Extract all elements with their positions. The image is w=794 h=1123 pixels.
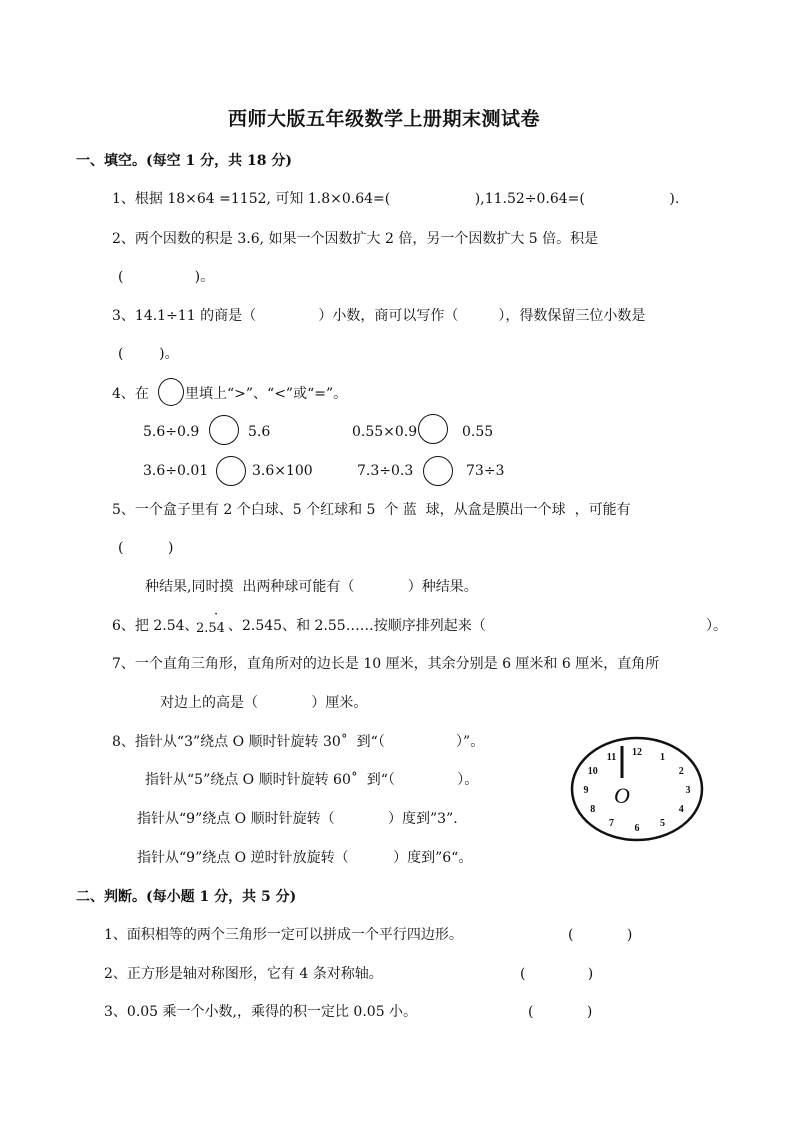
clock-number-2: 2 [678,766,684,777]
judge-item-1: 1、面积相等的两个三角形一定可以拼成一个平行四边形。 [104,927,463,943]
clock-number-3: 3 [685,785,691,796]
page-title: 西师大版五年级数学上册期末测试卷 [228,108,541,130]
clock-number-5: 5 [660,817,665,829]
compare-circle-2[interactable] [418,414,448,444]
question-7-line2: 对边上的高是（ ）厘米。 [160,695,368,711]
compare-circle-example [158,378,184,406]
question-1: 1、根据 18×64 =1152, 可知 1.8×0.64=( ),11.52÷0.64=( ). [112,191,680,207]
clock-number-11: 11 [606,752,617,764]
question-2-line1: 2、两个因数的积是 3.6, 如果一个因数扩大 2 倍，另一个因数扩大 5 倍。积是 [112,231,599,247]
question-3-line1: 3、14.1÷11 的商是（ ）小数，商可以写作（ ），得数保留三位小数是 [112,308,646,324]
judge-item-1-answer[interactable]: ( ) [568,927,633,943]
question-2-line2: ( )。 [118,269,215,285]
question-4-prefix: 4、在 [112,386,149,402]
question-8-line3: 指针从“9”绕点 O 顺时针旋转（ ）度到”3”. [137,811,458,827]
judge-item-2-answer[interactable]: ( ) [520,966,594,982]
clock-number-4: 4 [678,804,684,815]
question-8-line2: 指针从“5”绕点 O 顺时针旋转 60˚ 到“（ ）。 [145,772,479,788]
question-8-line4: 指针从“9”绕点 O 逆时针放旋转（ ）度到”6“。 [137,850,473,866]
repeating-dot: · [214,607,219,622]
question-5-line2: ( ) [118,540,174,556]
q4-item-3-right: 3.6×100 [252,463,313,479]
question-6-part1: 6、把 2.54、 [112,618,199,634]
clock-number-10: 10 [587,766,598,777]
question-8-line1: 8、指针从“3”绕点 O 顺时针旋转 30˚ 到“（ ）”。 [112,734,485,750]
clock-number-8: 8 [590,804,596,815]
q4-item-1-left: 5.6÷0.9 [143,424,200,440]
compare-circle-4[interactable] [423,456,453,486]
compare-circle-3[interactable] [216,456,246,486]
clock-diagram [570,736,705,842]
question-6-part2: 、2.545、和 2.55……按顺序排列起来（ [228,618,486,634]
clock-number-12: 12 [632,747,642,758]
section-heading-judge: 二、判断。(每小题 1 分，共 5 分) [76,889,297,905]
question-5-line3: 种结果,同时摸 出两种球可能有（ ）种结果。 [145,579,478,595]
clock-number-6: 6 [634,823,640,834]
question-4-suffix: 里填上“>”、“<”或“=”。 [185,386,348,402]
q4-item-2-left: 0.55×0.9 [352,424,418,440]
q4-item-4-left: 7.3÷0.3 [357,463,414,479]
clock-number-7: 7 [609,817,614,829]
q4-item-2-right: 0.55 [462,424,494,440]
q4-item-3-left: 3.6÷0.01 [143,463,209,479]
question-6-close: ）。 [706,618,727,634]
judge-item-2: 2、正方形是轴对称图形，它有 4 条对称轴。 [104,966,383,982]
clock-center-label: O [614,783,630,808]
question-6-repeating-number: 2.54 [196,621,225,636]
compare-circle-1[interactable] [209,415,239,445]
clock-number-1: 1 [660,752,665,764]
q4-item-4-right: 73÷3 [466,463,505,479]
question-5-line1: 5、一个盒子里有 2 个白球、5 个红球和 5 个 蓝 球，从盒是膜出一个球 ，可能有 [112,502,631,518]
clock-number-9: 9 [583,785,589,796]
q4-item-1-right: 5.6 [248,424,271,440]
judge-item-3: 3、0.05 乘一个小数,，乘得的积一定比 0.05 小。 [104,1004,418,1020]
question-3-line2: ( )。 [118,346,179,362]
section-heading-fill: 一、填空。(每空 1 分，共 18 分) [76,153,292,169]
question-7-line1: 7、一个直角三角形，直角所对的边长是 10 厘米，其余分别是 6 厘米和 6 厘米，直角所 [112,656,660,672]
judge-item-3-answer[interactable]: ( ) [528,1004,593,1020]
